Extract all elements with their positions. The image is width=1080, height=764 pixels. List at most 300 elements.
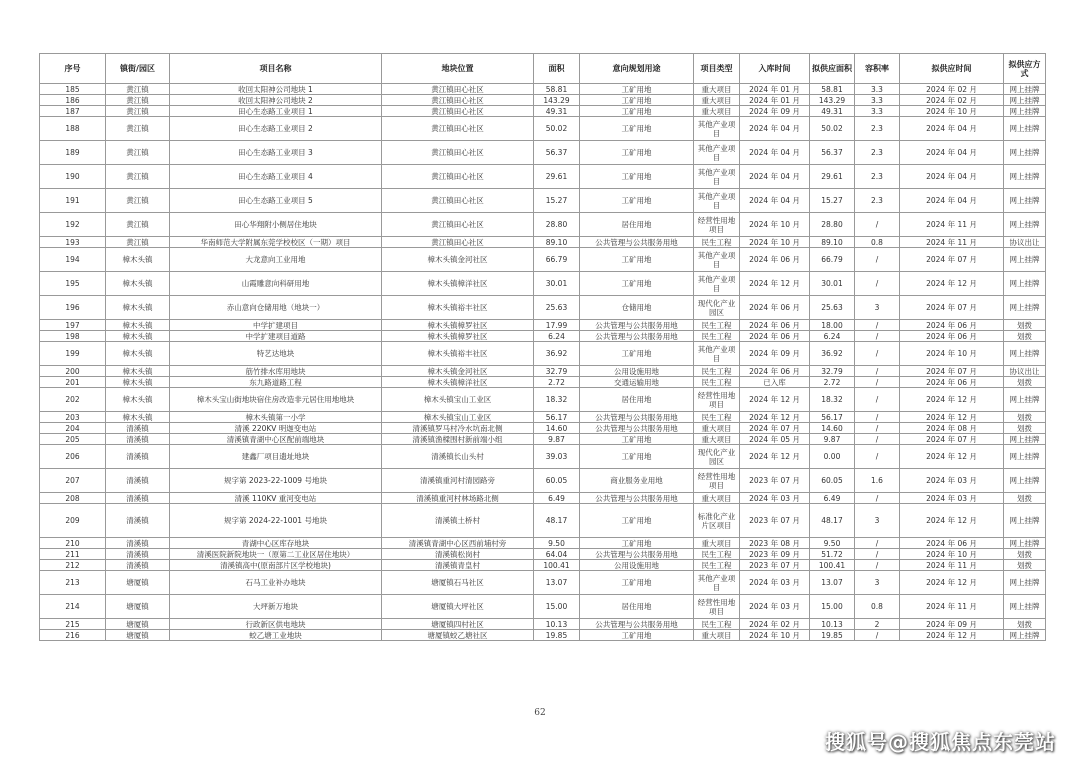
- table-cell: 2024 年 04 月: [900, 165, 1004, 189]
- table-cell: 其他产业项目: [694, 165, 740, 189]
- table-cell: 2024 年 02 月: [900, 95, 1004, 106]
- table-cell: 协议出让: [1004, 237, 1046, 248]
- table-cell: 清溪镇: [106, 445, 170, 469]
- table-cell: 10.13: [810, 619, 855, 630]
- col-header-supply-time: 拟供应时间: [900, 54, 1004, 84]
- table-cell: 大龙意向工业用地: [170, 248, 382, 272]
- table-cell: 2024 年 11 月: [900, 237, 1004, 248]
- table-cell: 网上挂牌: [1004, 296, 1046, 320]
- table-cell: 网上挂牌: [1004, 117, 1046, 141]
- table-cell: 10.13: [534, 619, 580, 630]
- table-cell: 56.17: [534, 412, 580, 423]
- table-cell: 2023 年 09 月: [740, 549, 810, 560]
- table-cell: 6.49: [810, 493, 855, 504]
- table-cell: 3.3: [855, 84, 900, 95]
- table-cell: 2024 年 03 月: [740, 493, 810, 504]
- table-cell: 田心生态路工业项目 5: [170, 189, 382, 213]
- table-cell: 200: [40, 366, 106, 377]
- table-cell: 60.05: [534, 469, 580, 493]
- table-cell: 203: [40, 412, 106, 423]
- table-cell: 6.24: [534, 331, 580, 342]
- table-cell: 64.04: [534, 549, 580, 560]
- table-cell: 2024 年 10 月: [900, 106, 1004, 117]
- table-row: [40, 331, 1046, 342]
- table-cell: 14.60: [534, 423, 580, 434]
- table-cell: 黄江镇田心社区: [382, 213, 534, 237]
- page-number: 62: [534, 708, 546, 718]
- table-cell: 30.01: [534, 272, 580, 296]
- table-cell: 50.02: [810, 117, 855, 141]
- table-cell: 2024 年 06 月: [740, 296, 810, 320]
- table-cell: 工矿用地: [580, 272, 694, 296]
- table-cell: 2024 年 06 月: [740, 320, 810, 331]
- table-cell: /: [855, 248, 900, 272]
- table-cell: 50.02: [534, 117, 580, 141]
- table-cell: 网上挂牌: [1004, 571, 1046, 595]
- table-cell: 清溪镇高中(原南部片区学校地块): [170, 560, 382, 571]
- table-cell: 32.79: [810, 366, 855, 377]
- table-cell: 划拨: [1004, 560, 1046, 571]
- table-cell: 民生工程: [694, 377, 740, 388]
- table-cell: 214: [40, 595, 106, 619]
- table-cell: 2024 年 03 月: [900, 493, 1004, 504]
- table-cell: 重大项目: [694, 95, 740, 106]
- table-cell: 黄江镇田心社区: [382, 95, 534, 106]
- table-row: [40, 504, 1046, 538]
- table-cell: 重大项目: [694, 434, 740, 445]
- table-cell: 公共管理与公共服务用地: [580, 320, 694, 331]
- table-cell: 2.3: [855, 117, 900, 141]
- table-cell: 2024 年 10 月: [740, 237, 810, 248]
- table-cell: 2024 年 10 月: [900, 549, 1004, 560]
- table-cell: 标准化产业片区项目: [694, 504, 740, 538]
- table-cell: 100.41: [534, 560, 580, 571]
- table-cell: 工矿用地: [580, 538, 694, 549]
- table-cell: 2024 年 06 月: [900, 331, 1004, 342]
- table-row: [40, 320, 1046, 331]
- table-cell: 2024 年 11 月: [900, 595, 1004, 619]
- table-cell: /: [855, 560, 900, 571]
- table-cell: 民生工程: [694, 560, 740, 571]
- table-cell: 清溪镇青湖中心区配前端地块: [170, 434, 382, 445]
- table-cell: 51.72: [810, 549, 855, 560]
- table-cell: 2023 年 07 月: [740, 504, 810, 538]
- table-cell: 划拨: [1004, 331, 1046, 342]
- table-cell: 18.32: [810, 388, 855, 412]
- table-cell: /: [855, 493, 900, 504]
- table-cell: 48.17: [810, 504, 855, 538]
- table-cell: 网上挂牌: [1004, 434, 1046, 445]
- table-row: [40, 117, 1046, 141]
- table-cell: 工矿用地: [580, 106, 694, 117]
- table-cell: 13.07: [534, 571, 580, 595]
- table-cell: 194: [40, 248, 106, 272]
- table-cell: /: [855, 272, 900, 296]
- table-cell: 2024 年 12 月: [900, 412, 1004, 423]
- table-cell: 民生工程: [694, 549, 740, 560]
- table-cell: 民生工程: [694, 320, 740, 331]
- table-cell: 民生工程: [694, 366, 740, 377]
- col-header-plot-ratio: 容积率: [855, 54, 900, 84]
- table-cell: 塘厦镇大坪社区: [382, 595, 534, 619]
- table-cell: 重大项目: [694, 84, 740, 95]
- table-cell: 划拨: [1004, 493, 1046, 504]
- table-cell: 188: [40, 117, 106, 141]
- table-cell: 划拨: [1004, 320, 1046, 331]
- table-cell: 197: [40, 320, 106, 331]
- table-cell: 塘厦镇蛟乙塘社区: [382, 630, 534, 641]
- table-cell: 2024 年 12 月: [740, 388, 810, 412]
- table-cell: 黄江镇: [106, 95, 170, 106]
- table-cell: /: [855, 538, 900, 549]
- table-cell: 网上挂牌: [1004, 504, 1046, 538]
- table-cell: 2.3: [855, 165, 900, 189]
- table-cell: 华南师范大学附属东莞学校校区（一期）项目: [170, 237, 382, 248]
- table-cell: 仓储用地: [580, 296, 694, 320]
- table-cell: 网上挂牌: [1004, 248, 1046, 272]
- table-cell: 2.3: [855, 189, 900, 213]
- table-cell: 2024 年 03 月: [740, 595, 810, 619]
- table-cell: 黄江镇田心社区: [382, 165, 534, 189]
- table-row: [40, 141, 1046, 165]
- table-cell: 2024 年 12 月: [900, 571, 1004, 595]
- table-cell: 樟木头镇裕丰社区: [382, 342, 534, 366]
- table-cell: 清溪镇: [106, 434, 170, 445]
- table-cell: 211: [40, 549, 106, 560]
- table-cell: 公用设施用地: [580, 366, 694, 377]
- table-cell: 清溪镇长山头村: [382, 445, 534, 469]
- table-cell: /: [855, 423, 900, 434]
- table-cell: 207: [40, 469, 106, 493]
- table-cell: 189: [40, 141, 106, 165]
- table-cell: 工矿用地: [580, 117, 694, 141]
- table-cell: 中学扩建项目道路: [170, 331, 382, 342]
- table-row: [40, 272, 1046, 296]
- table-cell: 9.50: [810, 538, 855, 549]
- col-header-entry-time: 入库时间: [740, 54, 810, 84]
- table-cell: 塘厦镇: [106, 630, 170, 641]
- table-cell: 清溪医院新院地块一（原第二工业区居住地块）: [170, 549, 382, 560]
- table-cell: 划拨: [1004, 423, 1046, 434]
- table-cell: /: [855, 434, 900, 445]
- table-cell: 清溪镇: [106, 549, 170, 560]
- table-cell: 3: [855, 571, 900, 595]
- col-header-type: 项目类型: [694, 54, 740, 84]
- table-cell: 其他产业项目: [694, 571, 740, 595]
- table-cell: 工矿用地: [580, 165, 694, 189]
- table-cell: 民生工程: [694, 237, 740, 248]
- table-cell: 樟木头镇: [106, 296, 170, 320]
- table-cell: 樟木头镇: [106, 366, 170, 377]
- table-row: [40, 423, 1046, 434]
- table-cell: 206: [40, 445, 106, 469]
- table-cell: /: [855, 366, 900, 377]
- table-cell: 15.00: [534, 595, 580, 619]
- table-cell: /: [855, 388, 900, 412]
- table-cell: 2024 年 02 月: [740, 619, 810, 630]
- table-cell: 89.10: [810, 237, 855, 248]
- table-cell: 经营性用地项目: [694, 595, 740, 619]
- table-cell: /: [855, 320, 900, 331]
- table-cell: /: [855, 412, 900, 423]
- table-cell: 198: [40, 331, 106, 342]
- table-cell: 190: [40, 165, 106, 189]
- table-cell: 58.81: [534, 84, 580, 95]
- table-cell: 划拨: [1004, 549, 1046, 560]
- table-cell: 网上挂牌: [1004, 106, 1046, 117]
- table-cell: 行政新区供电地块: [170, 619, 382, 630]
- table-cell: 2024 年 06 月: [900, 538, 1004, 549]
- table-cell: 6.24: [810, 331, 855, 342]
- table-row: [40, 165, 1046, 189]
- table-cell: 田心生态路工业项目 2: [170, 117, 382, 141]
- table-cell: 其他产业项目: [694, 117, 740, 141]
- col-header-town: 镇街/园区: [106, 54, 170, 84]
- table-cell: 191: [40, 189, 106, 213]
- table-cell: 建鑫厂项目遗址地块: [170, 445, 382, 469]
- table-cell: 49.31: [810, 106, 855, 117]
- table-cell: 网上挂牌: [1004, 84, 1046, 95]
- table-cell: 樟木头镇: [106, 320, 170, 331]
- table-cell: 重大项目: [694, 630, 740, 641]
- table-cell: 网上挂牌: [1004, 388, 1046, 412]
- table-cell: 工矿用地: [580, 248, 694, 272]
- table-cell: 2.72: [810, 377, 855, 388]
- table-cell: 2024 年 06 月: [900, 320, 1004, 331]
- table-cell: 网上挂牌: [1004, 538, 1046, 549]
- table-cell: 204: [40, 423, 106, 434]
- table-cell: /: [855, 630, 900, 641]
- table-cell: 2024 年 06 月: [740, 366, 810, 377]
- table-cell: 66.79: [534, 248, 580, 272]
- table-cell: 清溪 110KV 重河变电站: [170, 493, 382, 504]
- table-cell: 2: [855, 619, 900, 630]
- table-cell: 网上挂牌: [1004, 342, 1046, 366]
- table-row: [40, 342, 1046, 366]
- table-row: [40, 296, 1046, 320]
- table-cell: 工矿用地: [580, 141, 694, 165]
- table-cell: 收回太阳神公司地块 2: [170, 95, 382, 106]
- table-cell: 2024 年 12 月: [900, 445, 1004, 469]
- table-cell: 清溪镇重河村清园路旁: [382, 469, 534, 493]
- table-cell: 216: [40, 630, 106, 641]
- table-cell: 樟木头镇樟罗社区: [382, 320, 534, 331]
- table-cell: 黄江镇: [106, 237, 170, 248]
- table-cell: 网上挂牌: [1004, 95, 1046, 106]
- table-cell: 2024 年 06 月: [900, 377, 1004, 388]
- table-cell: 公共管理与公共服务用地: [580, 423, 694, 434]
- table-cell: 6.49: [534, 493, 580, 504]
- table-cell: 重大项目: [694, 493, 740, 504]
- col-header-use: 意向规划用途: [580, 54, 694, 84]
- table-cell: 已入库: [740, 377, 810, 388]
- table-cell: 2024 年 10 月: [740, 630, 810, 641]
- col-header-area: 面积: [534, 54, 580, 84]
- table-cell: 17.99: [534, 320, 580, 331]
- table-cell: 2024 年 07 月: [900, 366, 1004, 377]
- table-cell: 9.87: [534, 434, 580, 445]
- table-cell: 黄江镇: [106, 117, 170, 141]
- table-cell: 特艺达地块: [170, 342, 382, 366]
- table-cell: 田心生态路工业项目 4: [170, 165, 382, 189]
- table-cell: 196: [40, 296, 106, 320]
- table-cell: 重大项目: [694, 106, 740, 117]
- table-cell: 塘厦镇四村社区: [382, 619, 534, 630]
- table-cell: 195: [40, 272, 106, 296]
- table-cell: 2024 年 08 月: [900, 423, 1004, 434]
- table-row: [40, 560, 1046, 571]
- table-cell: 民生工程: [694, 619, 740, 630]
- table-cell: 36.92: [534, 342, 580, 366]
- table-cell: 13.07: [810, 571, 855, 595]
- table-cell: 樟木头镇樟洋社区: [382, 377, 534, 388]
- table-cell: 清溪镇罗马村冷水坑南北侧: [382, 423, 534, 434]
- table-cell: 工矿用地: [580, 189, 694, 213]
- table-cell: 清溪镇: [106, 538, 170, 549]
- table-cell: 215: [40, 619, 106, 630]
- table-cell: 筋竹排水库用地块: [170, 366, 382, 377]
- table-header-row: [40, 54, 1046, 84]
- table-cell: 0.00: [810, 445, 855, 469]
- table-cell: 网上挂牌: [1004, 213, 1046, 237]
- table-cell: 黄江镇田心社区: [382, 117, 534, 141]
- table-cell: 黄江镇: [106, 213, 170, 237]
- table-cell: 划拨: [1004, 619, 1046, 630]
- table-row: [40, 95, 1046, 106]
- table-cell: 公用设施用地: [580, 560, 694, 571]
- table-cell: 网上挂牌: [1004, 165, 1046, 189]
- table-cell: 2024 年 03 月: [740, 571, 810, 595]
- table-cell: 网上挂牌: [1004, 445, 1046, 469]
- table-cell: 1.6: [855, 469, 900, 493]
- table-cell: 工矿用地: [580, 504, 694, 538]
- land-supply-table: [39, 53, 1046, 641]
- table-cell: 208: [40, 493, 106, 504]
- table-cell: 商业服务业用地: [580, 469, 694, 493]
- table-cell: 2024 年 04 月: [900, 141, 1004, 165]
- col-header-location: 地块位置: [382, 54, 534, 84]
- table-cell: 192: [40, 213, 106, 237]
- table-cell: 3: [855, 504, 900, 538]
- table-cell: 2024 年 12 月: [900, 630, 1004, 641]
- table-cell: 19.85: [810, 630, 855, 641]
- table-cell: /: [855, 445, 900, 469]
- table-row: [40, 549, 1046, 560]
- table-cell: 25.63: [534, 296, 580, 320]
- table-cell: 2024 年 07 月: [900, 248, 1004, 272]
- table-cell: 25.63: [810, 296, 855, 320]
- table-cell: 185: [40, 84, 106, 95]
- table-cell: 0.8: [855, 237, 900, 248]
- table-cell: 樟木头镇第一小学: [170, 412, 382, 423]
- table-row: [40, 445, 1046, 469]
- table-cell: 2024 年 09 月: [740, 342, 810, 366]
- table-cell: 现代化产业园区: [694, 445, 740, 469]
- table-cell: 2024 年 04 月: [900, 189, 1004, 213]
- table-cell: 樟木头镇金河社区: [382, 366, 534, 377]
- table-cell: 14.60: [810, 423, 855, 434]
- table-cell: 公共管理与公共服务用地: [580, 549, 694, 560]
- table-cell: 3.3: [855, 106, 900, 117]
- table-cell: 2024 年 04 月: [900, 117, 1004, 141]
- table-cell: 规字第 2023-22-1009 号地块: [170, 469, 382, 493]
- table-cell: 201: [40, 377, 106, 388]
- table-cell: 山霞雕意向科研用地: [170, 272, 382, 296]
- table-cell: 2024 年 06 月: [740, 248, 810, 272]
- table-cell: 186: [40, 95, 106, 106]
- table-cell: 199: [40, 342, 106, 366]
- table-cell: 2024 年 12 月: [900, 504, 1004, 538]
- table-cell: /: [855, 549, 900, 560]
- table-cell: 樟木头镇: [106, 331, 170, 342]
- table-cell: 工矿用地: [580, 571, 694, 595]
- table-row: [40, 619, 1046, 630]
- table-cell: 2024 年 09 月: [740, 106, 810, 117]
- table-cell: 15.27: [534, 189, 580, 213]
- table-cell: 2024 年 12 月: [740, 272, 810, 296]
- table-cell: 黄江镇: [106, 165, 170, 189]
- table-cell: 58.81: [810, 84, 855, 95]
- table-cell: 樟木头镇宝山工业区: [382, 388, 534, 412]
- table-cell: 2024 年 06 月: [740, 331, 810, 342]
- table-cell: 29.61: [534, 165, 580, 189]
- table-cell: 2023 年 08 月: [740, 538, 810, 549]
- table-row: [40, 106, 1046, 117]
- table-cell: 网上挂牌: [1004, 630, 1046, 641]
- table-cell: 3.3: [855, 95, 900, 106]
- table-cell: 青湖中心区库存地块: [170, 538, 382, 549]
- table-cell: 15.00: [810, 595, 855, 619]
- table-cell: 塘厦镇石马社区: [382, 571, 534, 595]
- table-cell: 黄江镇: [106, 84, 170, 95]
- table-cell: 田心华翔附小侧居住地块: [170, 213, 382, 237]
- table-row: [40, 237, 1046, 248]
- table-cell: 蛟乙塘工业地块: [170, 630, 382, 641]
- table-cell: 清溪镇松岗村: [382, 549, 534, 560]
- table-cell: 2024 年 02 月: [900, 84, 1004, 95]
- table-cell: 3: [855, 296, 900, 320]
- table-cell: /: [855, 377, 900, 388]
- table-cell: 清溪镇青皇村: [382, 560, 534, 571]
- table-row: [40, 493, 1046, 504]
- table-row: [40, 388, 1046, 412]
- table-cell: 清溪 220KV 明迦变电站: [170, 423, 382, 434]
- table-cell: 网上挂牌: [1004, 272, 1046, 296]
- table-cell: 其他产业项目: [694, 272, 740, 296]
- table-cell: 黄江镇田心社区: [382, 189, 534, 213]
- table-cell: 49.31: [534, 106, 580, 117]
- table-cell: 清溪镇: [106, 560, 170, 571]
- table-cell: 樟木头镇: [106, 377, 170, 388]
- table-cell: 2024 年 10 月: [740, 213, 810, 237]
- table-cell: 民生工程: [694, 412, 740, 423]
- table-cell: 2024 年 03 月: [900, 469, 1004, 493]
- table-cell: 经营性用地项目: [694, 388, 740, 412]
- table-cell: 工矿用地: [580, 630, 694, 641]
- table-cell: 樟木头镇: [106, 248, 170, 272]
- table-cell: 公共管理与公共服务用地: [580, 412, 694, 423]
- table-cell: 2023 年 07 月: [740, 560, 810, 571]
- table-cell: 清溪镇渔樑围村新前端小组: [382, 434, 534, 445]
- table-cell: 9.50: [534, 538, 580, 549]
- table-cell: 中学扩建项目: [170, 320, 382, 331]
- table-cell: 收回太阳神公司地块 1: [170, 84, 382, 95]
- table-cell: 19.85: [534, 630, 580, 641]
- table-cell: 黄江镇田心社区: [382, 106, 534, 117]
- table-cell: 民生工程: [694, 331, 740, 342]
- table-cell: 划拨: [1004, 412, 1046, 423]
- table-cell: 其他产业项目: [694, 189, 740, 213]
